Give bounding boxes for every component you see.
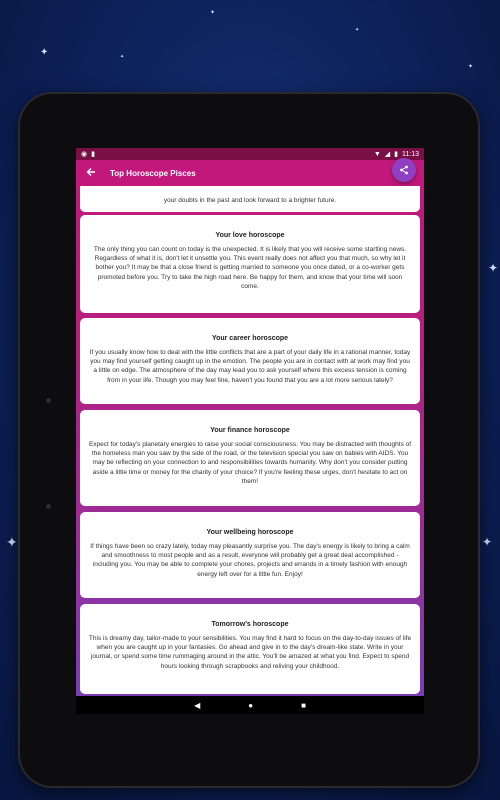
card-title: Your finance horoscope <box>210 427 290 434</box>
card-title: Your love horoscope <box>215 232 285 239</box>
page-title: Top Horoscope Pisces <box>110 168 196 178</box>
notification-icon: ◉ <box>81 151 88 158</box>
career-horoscope-card <box>80 318 420 404</box>
card-text: your doubts in the past and look forward to a brighter future. <box>163 197 337 204</box>
star-decoration: ✦ <box>6 534 18 550</box>
wifi-icon: ▼ <box>373 150 381 158</box>
star-decoration: ✦ <box>355 27 360 33</box>
horoscope-card <box>80 186 420 212</box>
app-screen <box>76 148 424 714</box>
star-decoration: ✦ <box>488 261 499 275</box>
camera-dot <box>46 398 51 403</box>
clock: 11:13 <box>402 150 419 158</box>
arrow-back-icon[interactable] <box>86 167 100 180</box>
card-title: Your wellbeing horoscope <box>206 529 294 536</box>
card-title: Tomorrow's horoscope <box>211 621 289 628</box>
card-title: Your career horoscope <box>211 335 289 342</box>
star-decoration: ✦ <box>482 535 493 549</box>
star-decoration: ✦ <box>40 47 49 58</box>
card-text: Expect for today's planetary energies to raise your social consciousness. You may be distracted with thoughts of the homeless man you saw by the side of the road, or the television special you saw on babies with AIDS. You may be reflecting on your connection to and responsibilities towards humanity. Why don't you consider putting aside a little time or money for the charity of your choice? If you're feeling these urges, don't hesitate to act on them! <box>88 440 412 485</box>
sd-card-icon: ▮ <box>91 151 95 158</box>
signal-icon: ◢ <box>384 151 391 158</box>
battery-icon: ▮ <box>394 151 398 158</box>
tomorrow-horoscope-card <box>80 604 420 694</box>
app-bar <box>76 160 424 186</box>
star-decoration: ✦ <box>210 10 216 16</box>
wellbeing-horoscope-card <box>80 512 420 598</box>
star-decoration: ✦ <box>468 64 474 70</box>
sensor-dot <box>46 504 51 509</box>
finance-horoscope-card <box>80 410 420 506</box>
card-text: The only thing you can count on today is the unexpected. It is likely that you will receive some startling news. Regardless of what it is, don't let it unsettle you. This event really does not affect you that much, so why let it bother you? It may be that a close friend is getting married to someone you once dated, or a co-worker gets promoted before you. Try to take the high road here. Be happy for them, and know that your time will soon come. <box>93 245 407 290</box>
card-text: This is dreamy day, tailor-made to your sensibilities. You may find it hard to focus on the day-to-day issues of life when you are caught up in your fantasies. Go ahead and give in to the day's dream-like state. Write in your journal, or spend some time rummaging around in the attic. You'll be amazed at what you find. Expect to spend hours looking through scrapbooks and reliving your childhood. <box>88 634 412 670</box>
card-text: If things have been so crazy lately, today may pleasantly surprise you. The day's energy is likely to bring a calm and smoothness to most people and as a result, everyone will probably get a great deal accomplished - including you. You may be able to complete your chores, projects and errands in a timely fashion with enough energy left over for a little fun. Enjoy! <box>90 542 410 578</box>
navigation-bar <box>76 696 424 714</box>
love-horoscope-card <box>80 215 420 313</box>
share-button[interactable] <box>392 158 416 182</box>
nav-back-icon[interactable]: ◀ <box>194 700 201 710</box>
share-icon <box>399 165 409 175</box>
nav-recents-icon[interactable]: ■ <box>301 700 306 710</box>
nav-home-icon[interactable]: ● <box>248 700 254 710</box>
horoscope-list[interactable] <box>76 186 424 696</box>
card-text: If you usually know how to deal with the little conflicts that are a part of your daily life in a rational manner, today you may find yourself getting caught up in the emotion. The people you are in contact with at work may find you a little on edge. The atmosphere of the day may lead you to ask yourself where this excess tension is coming from in your life. Though you may feel fine, haven't you found that you are a lot more serious lately? <box>89 348 411 384</box>
status-bar <box>76 148 424 160</box>
star-decoration: ✦ <box>120 54 125 60</box>
